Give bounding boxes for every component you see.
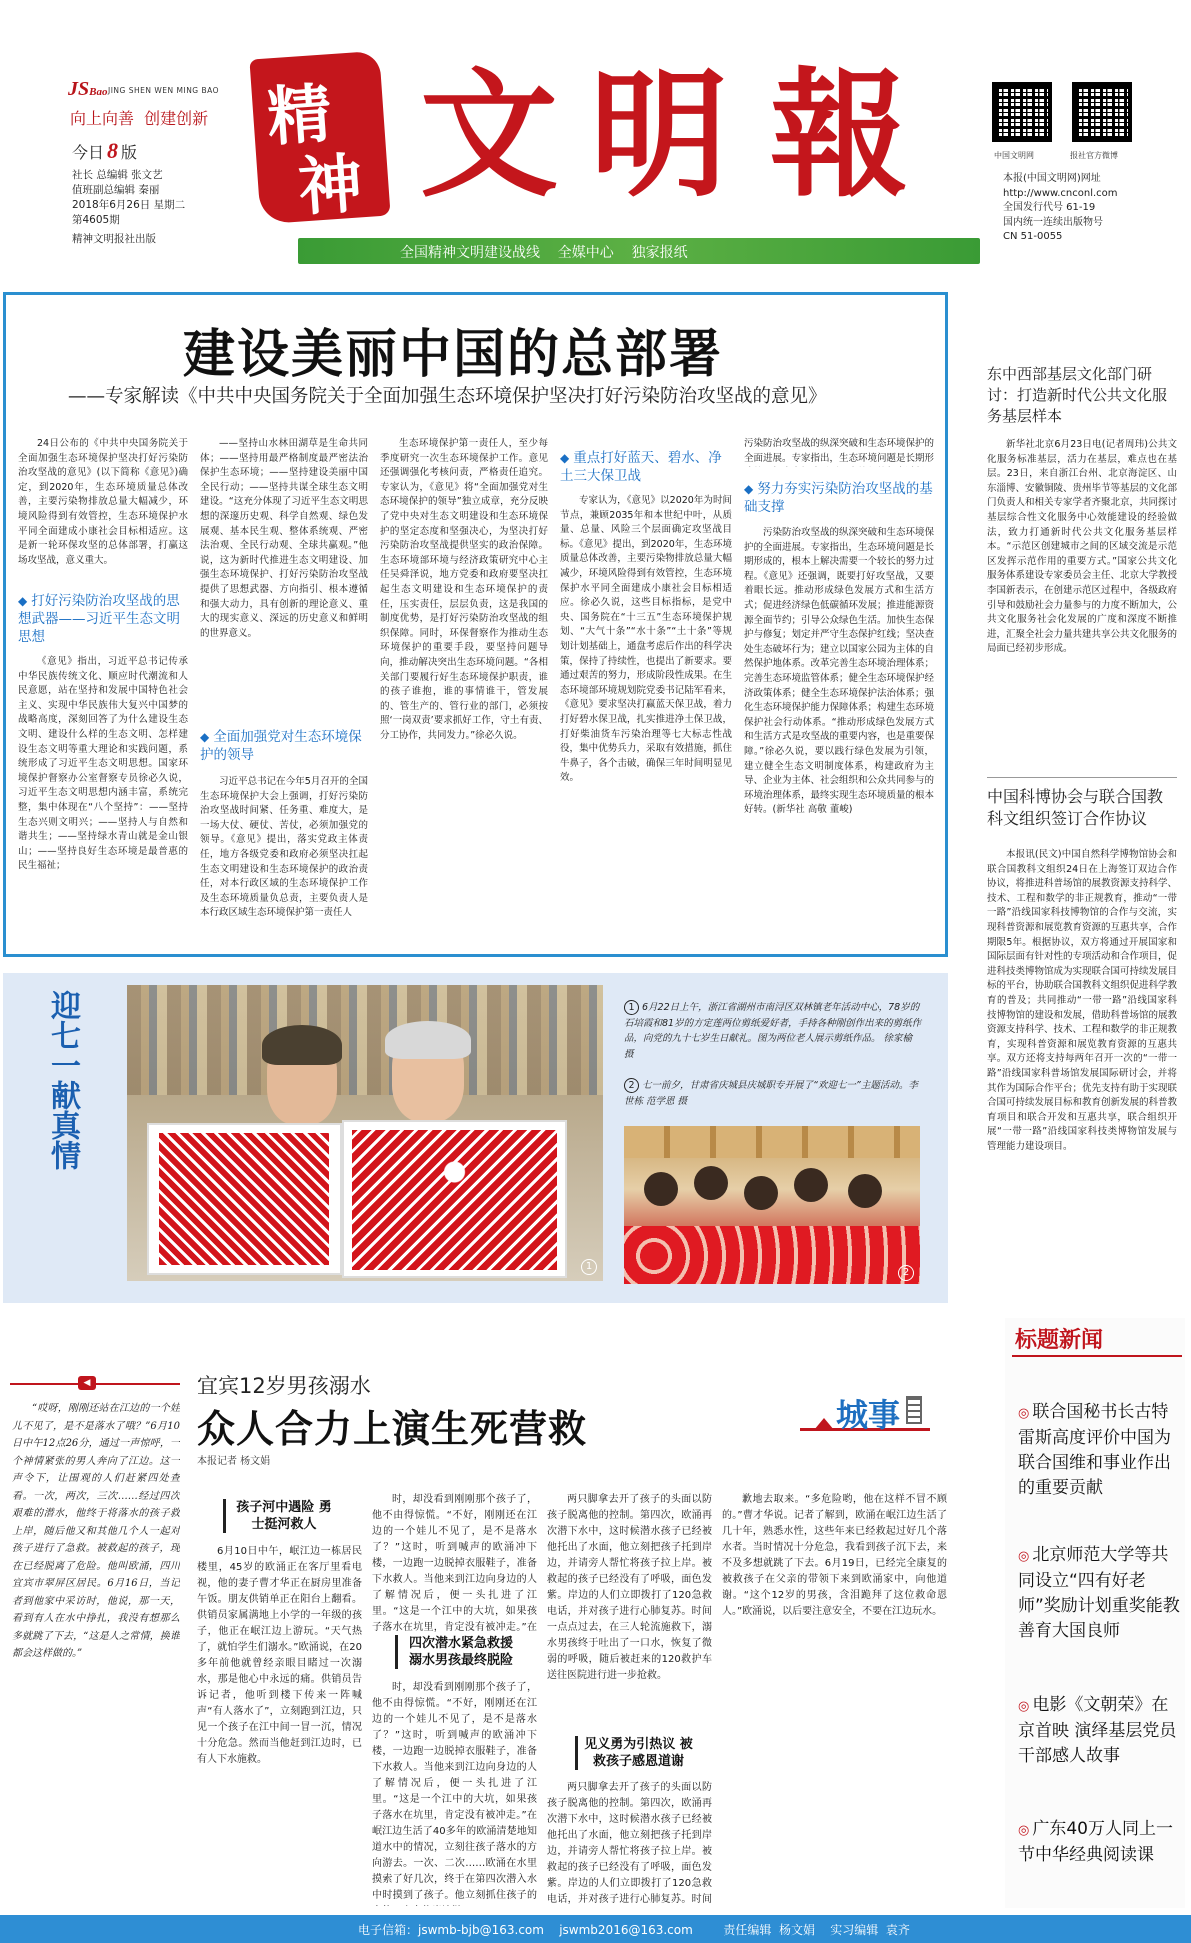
papercut-left [147,1123,342,1275]
bottom-col2-b: 时，却没看到刚刚那个孩子了，他不由得惊慌。“不好，刚刚还在江边的一个娃儿不见了，是不是落水了？”这时，听到喊声的欧涌冲下楼，一边跑一边脱掉衣服鞋子，准备下水救人。当他来到江边向身边的人了解情况后，便一头扎进了江里。“这是一个江中的大坑，如果孩子落水在坑里，肯定没有被冲走。”在岷江边生活了40多年的欧涌清楚地知道水中的情况，立刻往孩子落水的方向游去。一次、二次……欧涌在水里摸索了好几次，终于在第四次潜入水中时摸到了孩子。他立刻抓住孩子的 [372,1682,537,1901]
masthead-seal [249,51,390,225]
caption-number-1: 1 [624,1000,639,1015]
lead-subhead-4: ◆ 努力夯实污染防治攻坚战的基础支撑 [744,481,933,515]
speaker-icon: ◀ [78,1376,96,1390]
masthead-title-char-3: 文 [420,53,559,216]
masthead-meta [72,168,185,247]
lead-col1-text-b: 《意见》指出，习近平总书记传承中华民族传统文化、顺应时代潮流和人民意愿，站在坚持和发展中国特色社会主义、实现中华民族伟大复兴中国梦的战略高度，深刻回答了为什么建设生态文明、建设什么样的生态文明、怎样建设生态文明等重大理论和实践问题，系统形成了习近平生态文明思想。国家环境保护督察办公室督察专员徐必久说，习近平生态文明思想内涵丰富，系统完整，集中体现在“八个坚持”：——坚持生态兴则文明兴；——坚持人与自然和谐共生；——坚持绿水青山就是金山银山；——坚持良好生态环境是最普惠的民生福祉； [18,656,188,872]
diamond-icon: ◆ [744,482,754,496]
bottom-col3: 两只脚拿去开了孩子的头面以防孩子脱离他的控制。第四次，欧涌再次潜下水中，这时候潜水孩子已经被他托出了水面，他立刻把孩子托到岸边，并请旁人帮忙将孩子拉上岸。被救起的孩子已经没有了呼吸，面色发紫。岸边的人们立即拨打了120急救电话，并对孩子进行心肺复苏。时间一点点过去，在三人轮流施救下，溺水男孩终于吐出了一口水，恢复了微弱的呼吸，随后被赶来的120救护车送往医院进行进一步抢救。 [547,1494,712,1681]
headline-news-item-4[interactable]: ◎ 广东40万人同上一节中华经典阅读课 [1018,1819,1173,1865]
publisher: 精神文明报社出版 [72,233,156,245]
photo-vertical-title: 迎七一献真情 [45,990,80,1170]
bottom-col4: 歉地去取来。“多危险哟，他在这样不冒不顾的。”曹才华说。记者了解到，欧涌在岷江边生活了几十年，熟悉水性，这些年来已经救起过好几个落水者。当时情况十分危急，我看到孩子沉下去，来不及多想就跳了下去。6月19日，已经完全康复的被救孩子在父亲的带领下来到欧涌家中，向他道谢。“这个12岁的男孩，含泪跪拜了这位救命恩人。”欧涌说，以后要注意安全，不要在江边玩水。 [722,1494,947,1617]
headline-news-item-2[interactable]: ◎ 北京师范大学等共同设立“四有好老师”奖励计划重奖能教善育大国良师 [1018,1545,1180,1641]
photo-number-2: 2 [898,1265,914,1281]
bottom-byline: 本报记者 杨文娟 [197,1456,271,1467]
divider [987,777,1177,778]
caption-number-2: 2 [624,1078,639,1093]
masthead-title-char-5: 報 [770,53,909,216]
banner-text: 全国精神文明建设战线 全媒中心 独家报纸 [400,245,688,261]
lead-col2-text-b: 习近平总书记在今年5月召开的全国生态环境保护大会上强调，打好污染防治攻坚战时间紧、任务重、难度大，是一场大仗、硬仗、苦仗，必须加强党的领导。《意见》提出，落实党政主体责任，地方各级党委和政府必须坚决扛起生态文明建设和生态环境保护的政治责任，对本行政区域的生态环境保护工作及生态环境质量负总责，主要负责人是本行政区域生态环境保护第一责任人 [200,776,368,919]
photo-students [624,1126,920,1284]
sponsor: 社长 总编辑 张文艺 [72,169,163,181]
bullet-icon: ◎ [1018,1549,1030,1564]
bottom-sub-2: 四次潜水紧急救援 溺水男孩最终脱险 [395,1635,520,1669]
headline-news-item-3[interactable]: ◎ 电影《文朝荣》在京首映 演绎基层党员干部感人故事 [1018,1695,1177,1766]
right-story-2-title: 中国科博协会与联合国教科文组织签订合作协议 [987,787,1164,828]
bullet-icon: ◎ [1018,1823,1030,1838]
headline-news-item-1[interactable]: ◎ 联合国秘书长古特雷斯高度评价中国为联合国维和事业作出的重要贡献 [1018,1402,1171,1498]
lead-subhead-2: ◆ 全面加强党对生态环境保护的领导 [200,729,362,763]
bullet-icon: ◎ [1018,1406,1030,1421]
headline-news-title: 标题新闻 [1015,1327,1104,1353]
masthead-title-char-4: 明 [590,53,729,216]
today-pages: 今日 8 版 [72,138,138,163]
bottom-col1: 6月10日中午，岷江边一栋居民楼里，45岁的欧涌正在客厅里看电视，他的妻子曹才华正在厨房里准备午饭。朋友供销单正在阳台上翻看。供销员家属满地上小学的一年级的孩子，他正在岷江边上游玩。“天气热了，就怕学生们溺水。”欧涌说，在20多年前他就曾经亲眼目睹过一次溺水，那是他心中永远的痛。供销员告诉记者，他听到楼下传来一阵喊声“有人落水了”，立刻跑到江边，只见一个孩子在江中间一冒一沉，情况十分危急。然而当他赶到江边时，已有人下水施救。 [197,1546,362,1765]
photo-number-1: 1 [581,1259,597,1275]
bottom-headline: 众人合力上演生死营救 [197,1407,588,1451]
duty-editor: 值班副总编辑 秦丽 [72,184,160,196]
masthead-pinyin: JING SHEN WEN MING BAO [108,86,220,95]
lead-col3-text: 生态环境保护第一责任人，至少每季度研究一次生态环境保护工作。意见还强调强化考核问责，严格责任追究。专家认为，《意见》将“全面加强党对生态环境保护的领导”独立成章，充分反映了党中央对生态文明建设和生态环境保护的坚定态度和坚强决心，为坚决打好污染防治攻坚战提供坚实的政治保障。生态环境部环境与经济政策研究中心主任吴舜泽说，地方党委和政府要坚决扛起生态文明建设和生态环境保护的责任，压实责任，层层负责，这是我国的制度优势，是打好污染防治攻坚战的组织保障。同时，环保督察作为推动生态环境保护的重要手段，要坚持问题导向，推动解决突出生态环境问题。“各相关部门要履行好生态环境保护职责，谁的孩子谁抱，谁的事情谁干，管发展的、管生产的、管行业的部门，必须按照‘一岗双责’要求抓好工作，守土有责、分工协作，共同发力。”徐必久说。 [380,438,548,741]
bottom-sub-3: 见义勇为引热议 被救孩子感恩道谢 [575,1736,695,1770]
papercut-right [342,1120,567,1278]
qr-code-wechat [992,82,1052,142]
lead-col5-text-a: 污染防治攻坚战的纵深突破和生态环境保护的全面进展。专家指出，生态环境问题是长期形 [744,438,934,464]
section-tag-city [800,1390,945,1442]
lead-col5-text-b: 污染防治攻坚战的纵深突破和生态环境保护的全面进展。专家指出，生态环境问题是长期形成的，根本上解决需要一个较长的努力过程。《意见》还强调，既要打好攻坚战，又要着眼长远。推动形成绿色发展方式和生活方式；促进经济绿色低碳循环发展；推进能源资源全面节约；引导公众绿色生活。加快生态保护与修复；划定并严守生态保护红线；坚决查处生态破坏行为；建立以国家公园为主体的自然保护地体系。改革完善生态环境治理体系；完善生态环境监管体系；健全生态环境保护经济政策体系；健全生态环境保护法治体系；强化生态环境保护能力保障体系；构建生态环境保护社会行动体系。“推动形成绿色发展方式和生活方式是攻坚战的重要内容，也是重要保障。”徐必久说，要以践行绿色发展为引领，建立健全生态文明制度体系，构建政府为主导、企业为主体、社会组织和公众共同参与的环境治理体系，最终实现生态环境质量的根本好转。(新华社 高敬 董峻) [744,527,934,816]
masthead-title-char-1: 精 [264,76,334,156]
bottom-kicker: 宜宾12岁男孩溺水 [197,1374,371,1398]
qr2-caption: 报社官方微博 [1070,151,1118,160]
right-story-1-title: 东中西部基层文化部门研讨：打造新时代公共文化服务基层样本 [987,365,1168,425]
bottom-sub-1: 孩子河中遇险 勇士挺河救人 [223,1499,338,1533]
left-commentary: “哎呀，刚刚还站在江边的一个娃儿不见了，是不是落水了哦？”6月10日中午12点26分，通过一声惊呼，一个神情紧张的男人奔向了江边。这一声令下，让围观的人们赶紧四处查看。一次，两次，三次……经过四次艰难的潜水，他终于将落水的孩子救上岸，随后他又和其他几个人一起对孩子进行了急救。被救起的孩子，现在已经脱离了危险。他叫欧涌，四川宜宾市翠屏区居民。6月16日，当记者到他家中采访时，他说，那一天，看到有人在水中挣扎，我没有想那么多就跳了下去，“这是人之常情，换谁都会这样做的。” [12,1403,180,1659]
website-link[interactable]: http://www.cnconl.com [1003,187,1118,199]
photo-caption-1: 1 6月22日上午，浙江省湖州市南浔区双林镇老年活动中心，78岁的石培霞和81岁的方定莲两位剪纸爱好者，手持各种刚创作出来的剪纸作品，向党的九十七岁生日献礼。图为两位老人展示剪纸作品。 徐家榆 摄 [624,1002,922,1060]
qr-code-weibo [1072,82,1132,142]
diamond-icon: ◆ [560,451,570,465]
lead-headline: 建设美丽中国的总部署 [183,325,724,385]
building-icon [906,1396,922,1424]
right-story-1-body: 新华社北京6月23日电(记者周玮)公共文化服务标准基层，活力在基层，难点也在基层。23日，来自浙江台州、北京海淀区、山东淄博、安徽铜陵、贵州毕节等基层的文化部门负责人和相关专家学者齐聚北京，共同探讨基层综合性文化服务中心效能建设的经验做法，致力打通新时代公共文化服务基层样本。“示范区创建城市之间的区域交流是示范区发挥示范作用的重要方式。”国家公共文化服务体系建设专家委员会主任、北京大学教授李国新表示，在创建示范区过程中，各级政府引导和鼓励社会力量参与的力度不断加大，公共文化服务社会化发展的广度和深度不断推进，汇聚全社会力量共建共享公共文化服务的局面已经初步形成。 [987,439,1177,655]
bullet-icon: ◎ [1018,1699,1030,1714]
masthead-logo: JSBao [68,78,108,100]
masthead [0,0,1191,295]
issue-date: 2018年6月26日 星期二 [72,199,186,211]
lead-col2-text-a: ——坚持山水林田湖草是生命共同体；——坚持用最严格制度最严密法治保护生态环境；——坚持建设美丽中国全民行动；——坚持共谋全球生态文明建设。“这充分体现了习近平生态文明思想的深邃历史观、科学自然观、绿色发展观、基本民生观、整体系统观、严密法治观、全民行动观、全球共赢观。”他说，这为新时代推进生态文明建设、加强生态环境保护、打好污染防治攻坚战提供了思想武器、方向指引、根本遵循和强大动力，具有创新的理论意义、重大的现实意义、深远的历史意义和鲜明的世界意义。 [200,438,368,639]
diamond-icon: ◆ [200,730,210,744]
masthead-slogan: 向上向善 创建创新 [70,109,209,128]
photo-papercut-elders [127,985,603,1281]
lead-col1-text-a: 24日公布的《中共中央国务院关于全面加强生态环境保护坚决打好污染防治攻坚战的意见》(以下简称《意见》)确定，到2020年，生态环境质量总体改善，主要污染物排放总量大幅减少，环境风险得到有效管控，生态环境保护水平同全面建成小康社会目标相适应。这是新一轮环保攻坚的总体部署，打赢这场攻坚战，意义重大。 [18,438,188,566]
masthead-title-char-2: 神 [295,146,365,226]
bottom-col2: 时，却没看到刚刚那个孩子了，他不由得惊慌。“不好，刚刚还在江边的一个娃儿不见了，是不是落水了？”这时，听到喊声的欧涌冲下楼，一边跑一边脱掉衣服鞋子，准备下水救人。当他来到江边向身边的人了解情况后，便一头扎进了江里。“这是一个江中的大坑，如果孩子落水在坑里，肯定没有被冲走。”在 [372,1494,537,1633]
right-story-2-body: 本报讯(民文)中国自然科学博物馆协会和联合国教科文组织24日在上海签订双边合作协议，将推进科普场馆的展教资源支持科学、技术、工程和数学的非正规教育，推动“一带一路”沿线国家科技博物馆的合作与交流，实现科普资源和展览教育资源的互惠共享，合作期限5年。根据协议，双方将通过开展国家和国际层面有针对性的专项活动和合作项目，促进科技类博物馆成为实现联合国可持续发展目标的平台，协助联合国教科文组织促进科学教育的普及；共同推动“一带一路”沿线国家科技博物馆的建设和发展，借助科普场馆的展教资源支持科学、技术、工程和数学的非正规教育，实现科普资源和展览教育资源的互惠共享。双方还将支持每两年召开一次的“一带一路”沿线国家科普场馆发展国际研讨会，并将其作为国际合作平台；优先支持有助于实现联合国可持续发展目标和教育创新发展的科普教育项目和联合开发和互惠共享，联合组织开展“一带一路”沿线国家科技类博物馆发展与管理能力建设项目。 [987,849,1177,1152]
lead-col4-text: 专家认为，《意见》以2020年为时间节点，兼顾2035年和本世纪中叶，从质量、总量、风险三个层面确定攻坚战目标。《意见》提出，到2020年，生态环境质量总体改善，主要污染物排放总量大幅减少，环境风险得到有效管控，生态环境保护水平同全面建成小康社会目标相适应。徐必久说，这些目标指标，是党中央、国务院在“十三五”生态环境保护规划、“大气十条”“水十条”“土十条”等规划计划基础上，通盘考虑后作出的科学决策，保持了持续性，也提出了新要求。要通过艰苦的努力，形成阶段性成果。在生态环境部环境规划院党委书记陆军看来，《意见》要求坚决打赢蓝天保卫战，着力打好碧水保卫战，扎实推进净土保卫战，打好柴油货车污染治理等七大标志性战役，集中优势兵力，采取有效措施，抓住牛鼻子，各个击破，确保三年时间明显见效。 [560,495,732,784]
photo-caption-2: 2 七一前夕，甘肃省庆城县庆城职专开展了“欢迎七一”主题活动。李世栋 范学恩 摄 [624,1080,918,1107]
issue-number: 第4605期 [72,214,120,226]
bottom-col3-b: 两只脚拿去开了孩子的头面以防孩子脱离他的控制。第四次，欧涌再次潜下水中，这时候潜水孩子已经被他托出了水面，他立刻把孩子托到岸边，并请旁人帮忙将孩子拉上岸。被救起的孩子已经没有了呼吸，面色发紫。岸边的人们立即拨打了120急救电话，并对孩子进行心肺复苏。时间 [547,1782,712,1905]
diamond-icon: ◆ [18,594,28,608]
lead-subhead-3: ◆ 重点打好蓝天、碧水、净土三大保卫战 [560,450,722,484]
lead-subhead-1: ◆ 打好污染防治攻坚战的思想武器——习近平生态文明思想 [18,593,180,645]
masthead-web-info: 本报(中国文明网)网址 http://www.cnconl.com 全国发行代号 61-19 国内统一连续出版物号 CN 51-0055 [1003,173,1118,242]
lead-subheadline: ——专家解读《中共中央国务院关于全面加强生态环境保护坚决打好污染防治攻坚战的意见》 [68,386,827,407]
section-tag-text: 城事 [836,1396,901,1434]
qr1-caption: 中国文明网 [994,151,1034,160]
footer-text: 电子信箱：jswmb-bjb@163.com jswmb2016@163.com 责任编辑 杨文娟 实习编辑 袁齐 [358,1923,910,1937]
